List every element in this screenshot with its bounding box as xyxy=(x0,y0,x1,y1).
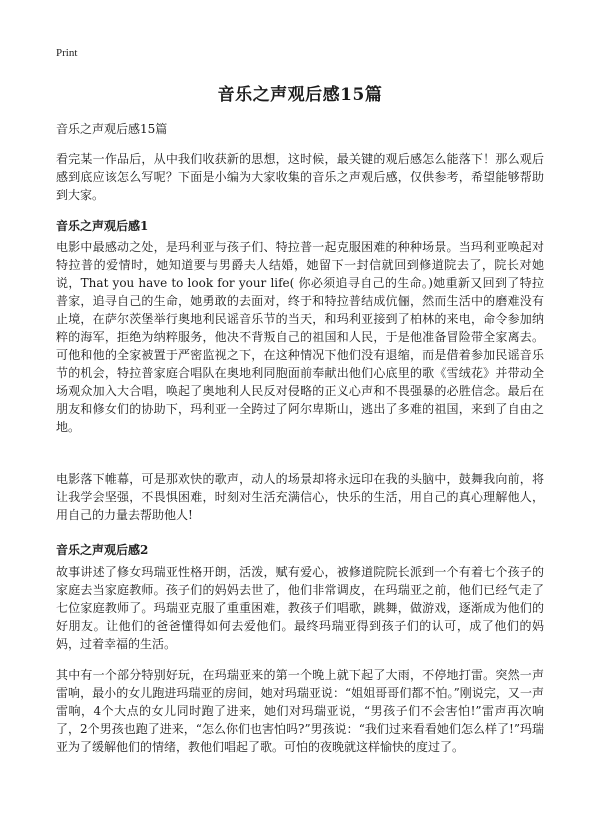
section-heading: 音乐之声观后感2 xyxy=(56,543,149,557)
section-heading: 音乐之声观后感1 xyxy=(56,219,149,233)
page-subtitle: 音乐之声观后感15篇 xyxy=(56,122,168,136)
section-paragraph: 电影落下帷幕，可是那欢快的歌声，动人的场景却将永远印在我的头脑中，鼓舞我向前，将让我学会坚强，不畏惧困难，时刻对生活充满信心，快乐的生活，用自己的真心理解他人，用自己的力量去帮助他人! xyxy=(56,472,544,522)
section-paragraph: 故事讲述了修女玛瑞亚性格开朗，活泼，赋有爱心，被修道院院长派到一个有着七个孩子的家庭去当家庭教师。孩子们的妈妈去世了，他们非常调皮，在玛瑞亚之前，他们已经气走了七位家庭教师了。玛瑞亚克服了重重困难，教孩子们唱歌，跳舞，做游戏，逐渐成为他们的好朋友。让他们的爸爸懂得如何去爱他们。最终玛瑞亚得到孩子们的认可，成了他们的妈妈，过着幸福的生活。 xyxy=(56,565,544,651)
section-paragraph: 电影中最感动之处，是玛利亚与孩子们、特拉普一起克服困难的种种场景。当玛利亚唤起对特拉普的爱情时，她知道要与男爵夫人结婚，她留下一封信就回到修道院去了，院长对她说，That you have to look for your life( 你必须追寻自己的生命。)她重新又回到了特拉普家，追寻自己的生命，她勇敢的去面对，终于和特拉普结成伉俪，然而生活中的磨难没有止境，在萨尔茨堡举行奥地利民谣音乐节的当天，和玛利亚接到了柏林的来电，命令参加纳粹的海军，拒绝为纳粹服务，他决不背叛自己的祖国和人民，于是他准备冒险带全家离去。可他和他的全家被置于严密监视之下，在这种情况下他们没有退缩，而是借着参加民谣音乐节的机会，特拉普家庭合唱队在奥地利同胞面前奉献出他们心底里的歌《雪绒花》并带动全场观众加入大合唱，唤起了奥地利人民反对侵略的正义心声和不畏强暴的必胜信念。最后在朋友和修女们的协助下，玛利亚一全跨过了阿尔卑斯山，逃出了多难的祖国，来到了自由之地。 xyxy=(56,240,544,434)
intro-paragraph: 看完某一作品后，从中我们收获新的思想，这时候，最关键的观后感怎么能落下！那么观后感到底应该怎么写呢？下面是小编为大家收集的音乐之声观后感，仅供参考，希望能够帮助到大家。 xyxy=(56,152,544,202)
section-paragraph: 其中有一个部分特别好玩，在玛瑞亚来的第一个晚上就下起了大雨，不停地打雷。突然一声雷响，最小的女儿跑进玛瑞亚的房间，她对玛瑞亚说：“姐姐哥哥们都不怕。”刚说完，又一声雷响，4个大点的女儿同时跑了进来，她们对玛瑞亚说，“男孩子们不会害怕!”雷声再次响了，2个男孩也跑了进来，“怎么你们也害怕吗?”男孩说：“我们过来看看她们怎么样了!”玛瑞亚为了缓解他们的情绪，教他们唱起了歌。可怕的夜晚就这样愉快的度过了。 xyxy=(56,668,544,754)
page-title: 音乐之声观后感15篇 xyxy=(217,85,383,105)
print-link[interactable]: Print xyxy=(56,47,78,59)
